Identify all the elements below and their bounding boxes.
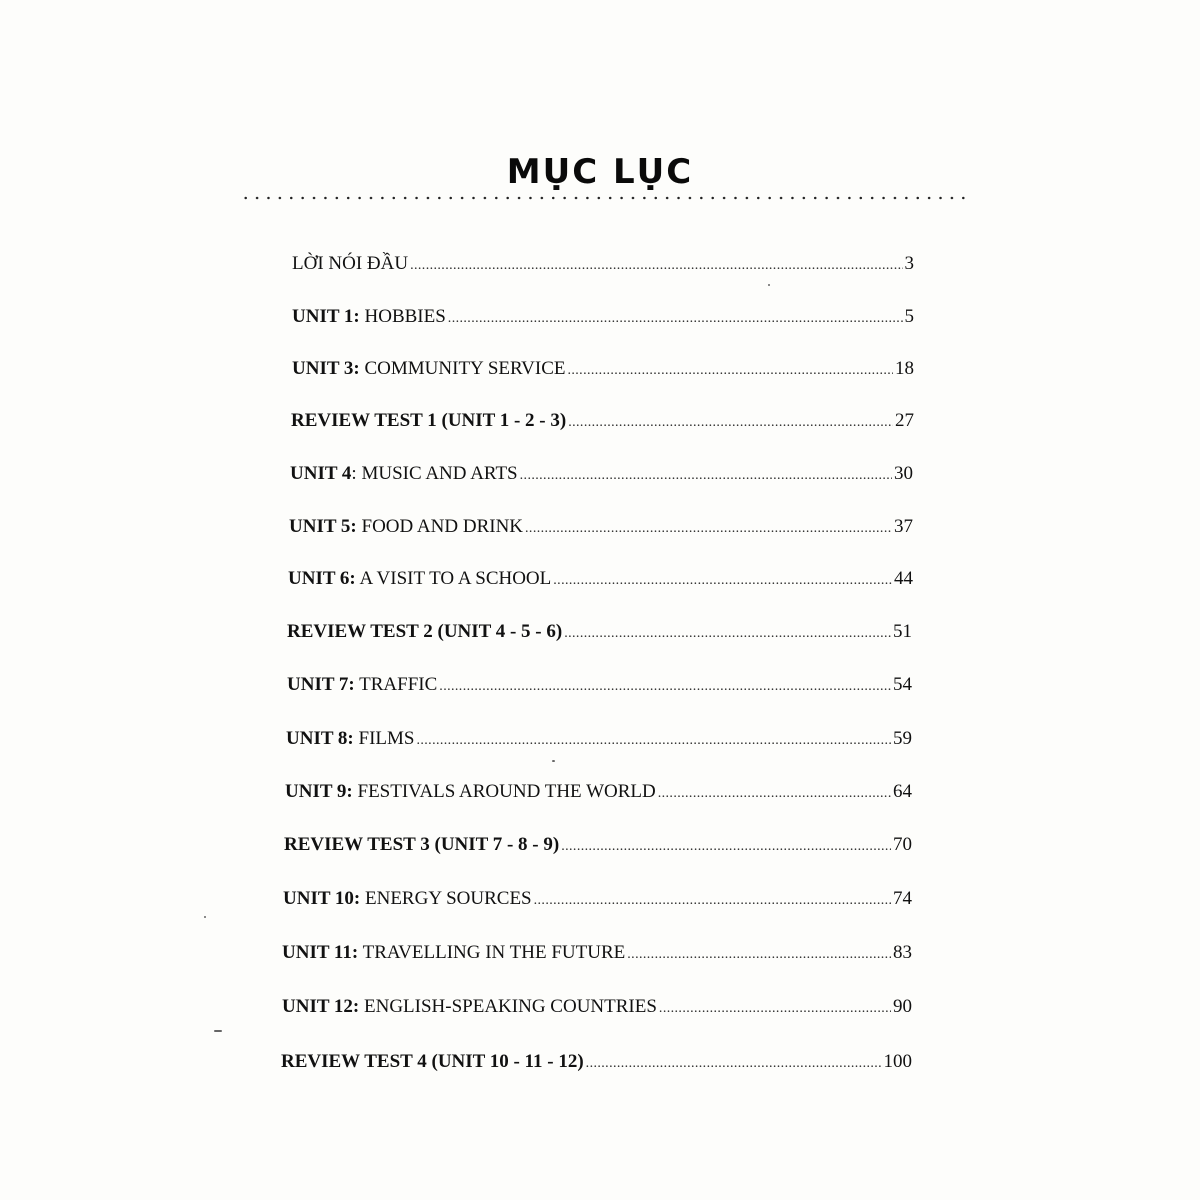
toc-entry-page: 100: [883, 1051, 912, 1072]
toc-entry-page: 83: [893, 942, 912, 963]
toc-entry-prefix: UNIT 6:: [288, 568, 356, 589]
toc-entry-page: 44: [894, 568, 913, 589]
toc-entry: [292, 252, 914, 278]
toc-entry-page: 59: [893, 728, 912, 749]
toc-entry: [285, 780, 912, 806]
dot-leader: [564, 620, 891, 646]
dot-leader: [534, 887, 891, 913]
dot-leader: [627, 941, 891, 967]
toc-entry: [283, 887, 912, 913]
toc-entry-page: 37: [894, 516, 913, 537]
toc-entry-page: 74: [893, 888, 912, 909]
toc-entry-title: FILMS: [353, 728, 415, 749]
toc-entry-prefix: UNIT 7:: [287, 674, 355, 695]
dot-leader: [448, 305, 903, 331]
toc-entry-prefix: REVIEW TEST 2 (UNIT 4 - 5 - 6): [287, 621, 563, 642]
toc-entry-title: FOOD AND DRINK: [356, 516, 524, 537]
toc-entry-page: 3: [904, 253, 914, 274]
toc-entry-page: 64: [893, 781, 912, 802]
toc-entry-page: 51: [893, 621, 912, 642]
toc-entry: [281, 1050, 912, 1076]
dot-leader: [586, 1050, 882, 1076]
scan-speck: [768, 284, 770, 286]
toc-entry: [290, 462, 913, 488]
toc-entry-title: LỜI NÓI ĐẦU: [292, 253, 409, 274]
toc-entry: [289, 515, 913, 541]
toc-entry-page: 54: [893, 674, 912, 695]
dot-leader: [439, 673, 891, 699]
toc-entry-page: 30: [894, 463, 913, 484]
toc-entry-prefix: UNIT 4: [290, 463, 352, 484]
toc-entry-page: 70: [893, 834, 912, 855]
toc-entry-prefix: UNIT 11:: [282, 942, 359, 963]
toc-entry-title: ENGLISH-SPEAKING COUNTRIES: [359, 996, 657, 1017]
toc-entry-prefix: UNIT 5:: [289, 516, 357, 537]
toc-entry-prefix: UNIT 1:: [292, 306, 360, 327]
toc-entry-title: COMMUNITY SERVICE: [359, 358, 566, 379]
dot-leader: [553, 567, 892, 593]
toc-entry-page: 90: [893, 996, 912, 1017]
toc-entry-prefix: UNIT 3:: [292, 358, 360, 379]
toc-entry: [282, 941, 912, 967]
dot-leader: [416, 727, 891, 753]
dot-leader: [561, 833, 891, 859]
scan-speck: [214, 1030, 222, 1032]
page-title: MỤC LỤC: [506, 152, 694, 192]
toc-entry-title: TRAFFIC: [354, 674, 438, 695]
toc-entry-prefix: UNIT 10:: [283, 888, 361, 909]
scan-speck: [204, 916, 206, 918]
toc-entry-title: HOBBIES: [359, 306, 446, 327]
toc-entry: [284, 833, 912, 859]
toc-entry-prefix: UNIT 9:: [285, 781, 353, 802]
toc-entry-title: A VISIT TO A SCHOOL: [355, 568, 552, 589]
dot-leader: [525, 515, 892, 541]
toc-entry: [286, 727, 912, 753]
dot-leader: [520, 462, 892, 488]
toc-entry-prefix: UNIT 8:: [286, 728, 354, 749]
dot-leader: [568, 409, 893, 435]
toc-entry-title: TRAVELLING IN THE FUTURE: [358, 942, 626, 963]
toc-entry: [282, 995, 912, 1021]
toc-entry-prefix: REVIEW TEST 3 (UNIT 7 - 8 - 9): [284, 834, 560, 855]
dot-leader: [567, 357, 893, 383]
toc-entry: [292, 357, 914, 383]
toc-entry: [288, 567, 913, 593]
dot-leader: [658, 780, 891, 806]
toc-entry: [287, 673, 912, 699]
toc-entry: [291, 409, 914, 435]
toc-entry-page: 27: [895, 410, 914, 431]
toc-entry-page: 18: [895, 358, 914, 379]
toc-entry: [287, 620, 912, 646]
toc-entry-title: : MUSIC AND ARTS: [351, 463, 518, 484]
toc-entry-title: ENERGY SOURCES: [360, 888, 532, 909]
toc-entry-prefix: REVIEW TEST 4 (UNIT 10 - 11 - 12): [281, 1051, 584, 1072]
dot-leader: [410, 252, 902, 278]
toc-entry: [292, 305, 914, 331]
dot-leader: [659, 995, 891, 1021]
toc-entry-title: FESTIVALS AROUND THE WORLD: [352, 781, 656, 802]
toc-entry-page: 5: [904, 306, 914, 327]
toc-entry-prefix: UNIT 12:: [282, 996, 360, 1017]
scan-speck: [552, 760, 555, 762]
toc-entry-prefix: REVIEW TEST 1 (UNIT 1 - 2 - 3): [291, 410, 567, 431]
